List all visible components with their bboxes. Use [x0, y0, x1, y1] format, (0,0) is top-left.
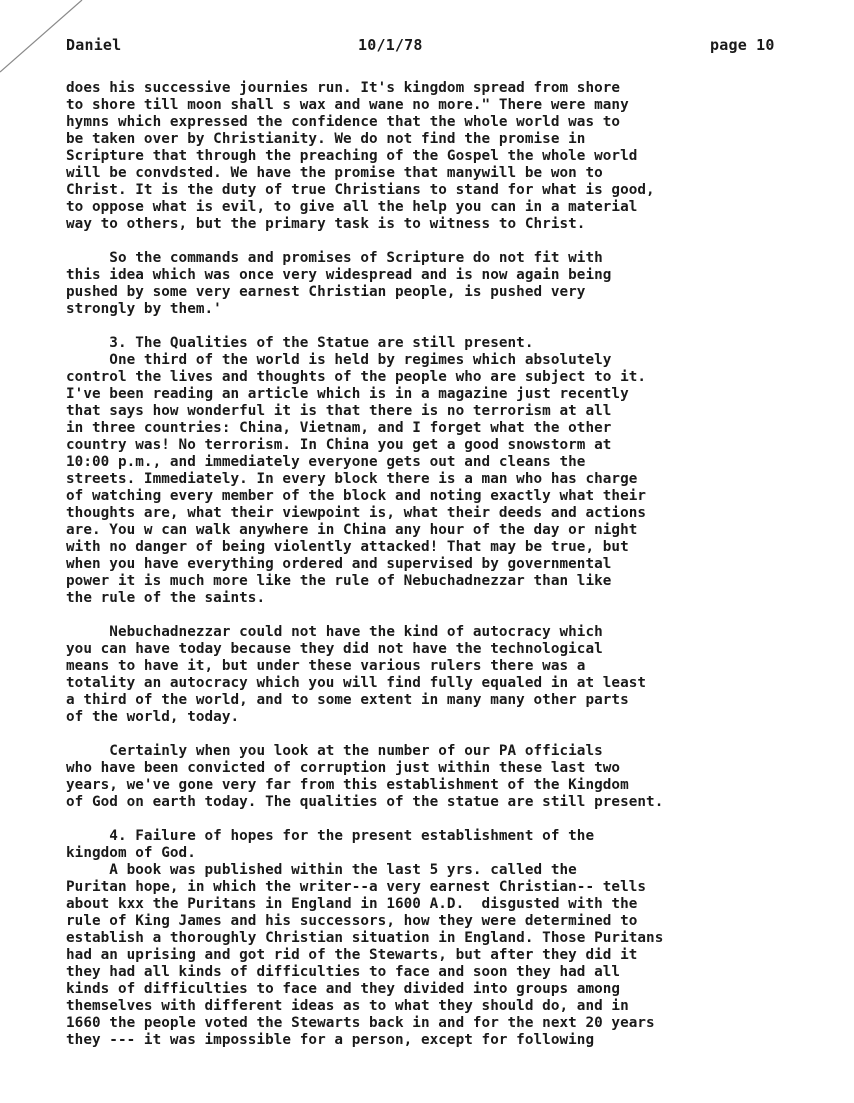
text-line: kingdom of God.: [66, 845, 196, 861]
text-line: they had all kinds of difficulties to face and soon they had all: [66, 964, 621, 980]
text-line: are. You w can walk anywhere in China any hour of the day or night: [66, 522, 638, 538]
text-line: I've been reading an article which is in a magazine just recently: [66, 386, 629, 402]
paragraph-gap: [66, 607, 786, 624]
text-line: had an uprising and got rid of the Stewarts, but after they did it: [66, 947, 638, 963]
text-line: country was! No terrorism. In China you get a good snowstorm at: [66, 437, 612, 453]
text-line: way to others, but the primary task is to witness to Christ.: [66, 216, 586, 232]
text-line: kinds of difficulties to face and they divided into groups among: [66, 981, 621, 997]
text-line: be taken over by Christianity. We do not find the promise in: [66, 131, 586, 147]
text-line: hymns which expressed the confidence that the whole world was to: [66, 114, 621, 130]
paragraph: [66, 250, 786, 318]
text-line: themselves with different ideas as to what they should do, and in: [66, 998, 629, 1014]
text-line: that says how wonderful it is that there is no terrorism at all: [66, 403, 612, 419]
paragraph: [66, 743, 786, 811]
text-line: So the commands and promises of Scripture do not fit with: [66, 250, 603, 266]
paragraph: [66, 335, 786, 607]
paragraph-gap: [66, 233, 786, 250]
text-line: control the lives and thoughts of the people who are subject to it.: [66, 369, 647, 385]
text-line: Nebuchadnezzar could not have the kind of autocracy which: [66, 624, 603, 640]
text-line: power it is much more like the rule of Nebuchadnezzar than like: [66, 573, 612, 589]
text-line: does his successive journies run. It's kingdom spread from shore: [66, 80, 621, 96]
text-line: 10:00 p.m., and immediately everyone gets out and cleans the: [66, 454, 586, 470]
text-line: 1660 the people voted the Stewarts back in and for the next 20 years: [66, 1015, 655, 1031]
text-line: Puritan hope, in which the writer--a very earnest Christian-- tells: [66, 879, 647, 895]
paragraph-gap: [66, 726, 786, 743]
document-body: [66, 80, 786, 1049]
text-line: Certainly when you look at the number of our PA officials: [66, 743, 603, 759]
text-line: this idea which was once very widespread and is now again being: [66, 267, 612, 283]
text-line: of God on earth today. The qualities of the statue are still present.: [66, 794, 664, 810]
text-line: streets. Immediately. In every block there is a man who has charge: [66, 471, 638, 487]
text-line: in three countries: China, Vietnam, and I forget what the other: [66, 420, 612, 436]
paragraph-gap: [66, 811, 786, 828]
text-line: A book was published within the last 5 yrs. called the: [66, 862, 577, 878]
text-line: Christ. It is the duty of true Christians to stand for what is good,: [66, 182, 655, 198]
text-line: when you have everything ordered and supervised by governmental: [66, 556, 612, 572]
text-line: thoughts are, what their viewpoint is, what their deeds and actions: [66, 505, 647, 521]
text-line: will be convdsted. We have the promise that manywill be won to: [66, 165, 603, 181]
text-line: rule of King James and his successors, how they were determined to: [66, 913, 638, 929]
text-line: to shore till moon shall s wax and wane no more." There were many: [66, 97, 629, 113]
text-line: totality an autocracy which you will find fully equaled in at least: [66, 675, 647, 691]
header-page-number: page 10: [710, 36, 775, 54]
paragraph: [66, 80, 786, 233]
text-line: Scripture that through the preaching of the Gospel the whole world: [66, 148, 638, 164]
text-line: you can have today because they did not have the technological: [66, 641, 603, 657]
text-line: One third of the world is held by regimes which absolutely: [66, 352, 612, 368]
text-line: of the world, today.: [66, 709, 240, 725]
text-line: 4. Failure of hopes for the present establishment of the: [66, 828, 595, 844]
paragraph: [66, 828, 786, 1049]
text-line: who have been convicted of corruption just within these last two: [66, 760, 621, 776]
header-date: 10/1/78: [358, 36, 423, 54]
text-line: pushed by some very earnest Christian people, is pushed very: [66, 284, 586, 300]
text-line: they --- it was impossible for a person, except for following: [66, 1032, 595, 1048]
text-line: strongly by them.': [66, 301, 222, 317]
header-author: Daniel: [66, 36, 122, 54]
paragraph: [66, 624, 786, 726]
text-line: of watching every member of the block and noting exactly what their: [66, 488, 647, 504]
text-line: with no danger of being violently attacked! That may be true, but: [66, 539, 629, 555]
text-line: means to have it, but under these various rulers there was a: [66, 658, 586, 674]
text-line: about kxx the Puritans in England in 1600 A.D. disgusted with the: [66, 896, 638, 912]
paragraph-gap: [66, 318, 786, 335]
text-line: establish a thoroughly Christian situation in England. Those Puritans: [66, 930, 664, 946]
page-header: [66, 36, 786, 58]
text-line: 3. The Qualities of the Statue are still present.: [66, 335, 534, 351]
text-line: to oppose what is evil, to give all the help you can in a material: [66, 199, 638, 215]
text-line: a third of the world, and to some extent in many many other parts: [66, 692, 629, 708]
text-line: the rule of the saints.: [66, 590, 266, 606]
text-line: years, we've gone very far from this establishment of the Kingdom: [66, 777, 629, 793]
